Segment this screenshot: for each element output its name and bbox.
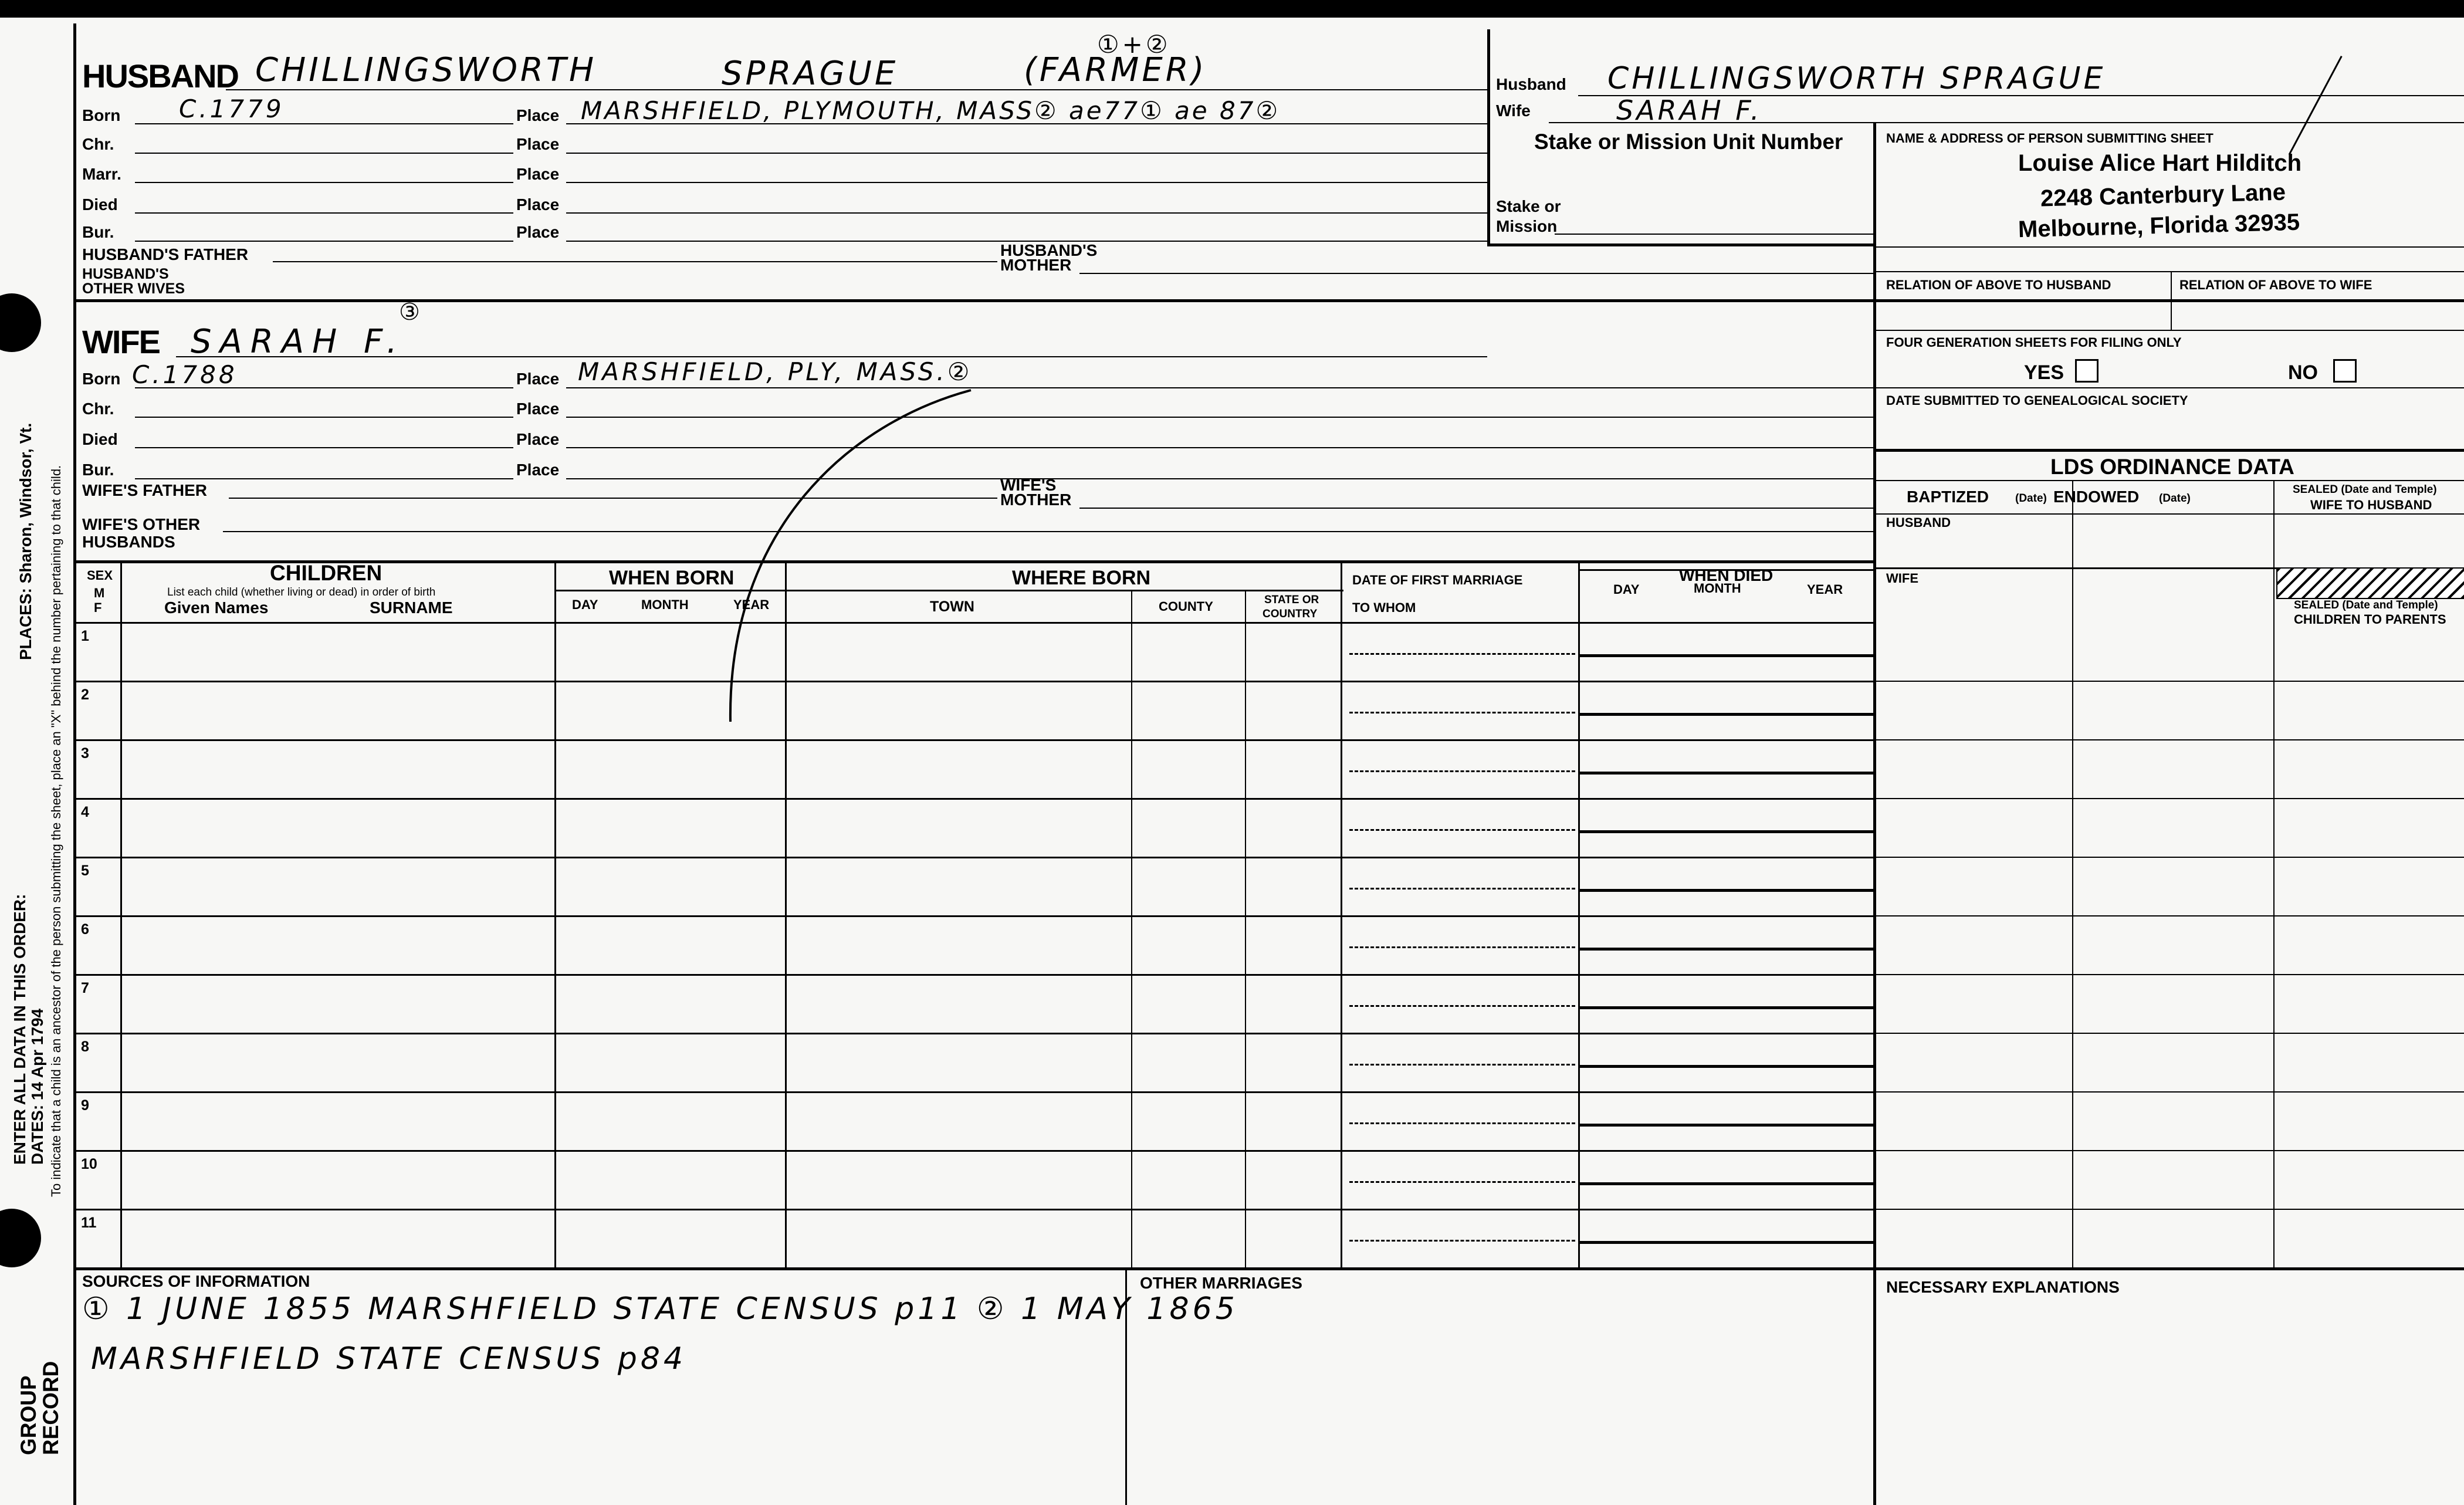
husband-marr-label: Marr. [82,165,121,183]
sealed-wife-label-2: WIFE TO HUSBAND [2310,498,2432,512]
child-row-number: 5 [81,863,89,879]
husband-marr-place-label: Place [516,165,560,183]
husband-born-label: Born [82,106,121,124]
state-header-2: COUNTRY [1263,608,1318,620]
sources-line-1[interactable]: ① 1 JUNE 1855 MARSHFIELD STATE CENSUS p11 ② 1 MAY 1865 [82,1291,1238,1327]
wife-born-label: Born [82,370,121,388]
month-header: MONTH [641,597,689,612]
submitter-street[interactable]: 2248 Canterbury Lane [2040,179,2286,212]
wife-bur-place-label: Place [516,461,560,479]
died-year-header: YEAR [1807,582,1843,597]
margin-indicate-text: To indicate that a child is an ancestor of the person submitting the sheet, place an "X" behind the number pertaining to that child. [49,465,63,1197]
husband-mother-label-2: MOTHER [1000,256,1072,274]
town-header: TOWN [930,598,974,615]
husband-born-place-value[interactable]: MARSHFIELD, PLYMOUTH, MASS② ae77① ae 87② [581,96,1281,125]
child-row-number: 7 [81,980,89,996]
surname-header: SURNAME [370,598,453,617]
child-row-number: 6 [81,921,89,938]
wife-heading: WIFE [82,323,160,360]
submitter-city[interactable]: Melbourne, Florida 32935 [2018,209,2300,243]
when-died-header: WHEN DIED [1679,566,1773,584]
header-husband-value[interactable]: CHILLINGSWORTH SPRAGUE [1607,61,2106,96]
submitter-name[interactable]: Louise Alice Hart Hilditch [2018,150,2302,176]
lds-husband-label: HUSBAND [1886,515,1951,530]
four-generation-label: FOUR GENERATION SHEETS FOR FILING ONLY [1886,335,2182,350]
header-wife-value[interactable]: SARAH F. [1616,94,1762,126]
sources-label: SOURCES OF INFORMATION [82,1272,310,1290]
header-husband-label: Husband [1496,75,1566,93]
children-subheader: List each child (whether living or dead) in order of birth [167,586,436,598]
child-row-number: 2 [81,686,89,703]
child-row-number: 11 [81,1215,97,1231]
husband-occupation[interactable]: (FARMER) [1024,51,1207,89]
wife-born-place-value[interactable]: MARSHFIELD, PLY, MASS.② [578,357,973,386]
necessary-explanations-label: NECESSARY EXPLANATIONS [1886,1278,2120,1296]
margin-enter-all-text: ENTER ALL DATA IN THIS ORDER: [11,894,29,1165]
yes-label: YES [2024,361,2064,384]
margin-places-text: PLACES: Sharon, Windsor, Vt. [16,422,35,660]
date-submitted-label: DATE SUBMITTED TO GENEALOGICAL SOCIETY [1886,393,2188,408]
margin-record-text: RECORD [39,1361,63,1455]
header-wife-label: Wife [1496,102,1531,120]
husband-other-wives-label-1: HUSBAND'S [82,266,169,282]
wife-source-mark[interactable]: ③ [399,299,423,326]
sex-header: SEX [87,568,113,583]
child-row-number: 4 [81,804,89,820]
wife-mother-label-2: MOTHER [1000,491,1072,509]
husband-born-value[interactable]: C.1779 [179,94,285,123]
husband-chr-label: Chr. [82,135,114,153]
other-marriages-label: OTHER MARRIAGES [1140,1274,1302,1292]
died-month-header: MONTH [1694,581,1741,596]
wife-bur-label: Bur. [82,461,114,479]
margin-dates-text: DATES: 14 Apr 1794 [28,1008,46,1165]
given-names-header: Given Names [164,598,269,617]
day-header: DAY [572,597,598,612]
sealed-children-label-1: SEALED (Date and Temple) [2294,599,2438,611]
lds-title: LDS ORDINANCE DATA [2050,455,2294,479]
husband-father-label: HUSBAND'S FATHER [82,245,249,263]
lds-wife-label: WIFE [1886,571,1918,586]
wife-died-label: Died [82,430,118,448]
sex-m-header: M [94,586,105,600]
baptized-date-label: (Date) [2015,492,2047,505]
husband-chr-place-label: Place [516,135,560,153]
sealed-children-label-2: CHILDREN TO PARENTS [2294,612,2446,627]
year-header: YEAR [733,597,770,612]
wife-father-label: WIFE'S FATHER [82,481,208,499]
baptized-label: BAPTIZED [1907,488,1989,506]
children-header: CHILDREN [270,561,383,585]
sex-f-header: F [94,600,102,615]
wife-name[interactable]: SARAH F. [191,323,405,361]
child-row-number: 1 [81,628,89,644]
husband-died-label: Died [82,195,118,214]
wife-chr-place-label: Place [516,400,560,418]
relation-husband-label: RELATION OF ABOVE TO HUSBAND [1886,278,2111,292]
stake-unit-number-label: Stake or Mission Unit Number [1534,130,1843,154]
endowed-date-label: (Date) [2159,492,2191,505]
relation-wife-label: RELATION OF ABOVE TO WIFE [2179,278,2372,292]
endowed-label: ENDOWED [2053,488,2140,506]
husband-born-place-label: Place [516,106,560,124]
child-row-number: 3 [81,745,89,762]
sealed-wife-label-1: SEALED (Date and Temple) [2293,483,2437,496]
margin-group-text: GROUP [16,1375,40,1455]
to-whom-header: TO WHOM [1352,600,1416,615]
where-born-header: WHERE BORN [1012,567,1151,589]
husband-other-wives-label-2: OTHER WIVES [82,280,185,297]
when-born-header: WHEN BORN [609,567,735,589]
child-row-number: 8 [81,1039,89,1055]
husband-surname[interactable]: SPRAGUE [722,55,899,93]
husband-source-note[interactable]: ①+② [1097,30,1171,59]
wife-mother-label-1: WIFE'S [1000,476,1057,494]
sources-line-2[interactable]: MARSHFIELD STATE CENSUS p84 [91,1341,687,1377]
no-label: NO [2288,361,2318,384]
husband-mother-label-1: HUSBAND'S [1000,241,1098,259]
wife-died-place-label: Place [516,430,560,448]
died-day-header: DAY [1613,582,1640,597]
husband-bur-label: Bur. [82,223,114,241]
husband-died-place-label: Place [516,195,560,214]
wife-born-place-label: Place [516,370,560,388]
husband-heading: HUSBAND [82,58,238,94]
husband-bur-place-label: Place [516,223,560,241]
stake-label-2: Mission [1496,217,1558,235]
child-row-number: 10 [81,1156,97,1172]
submitter-label: NAME & ADDRESS OF PERSON SUBMITTING SHEET [1886,131,2213,146]
stake-label-1: Stake or [1496,197,1561,215]
county-header: COUNTY [1159,599,1213,614]
wife-born-value[interactable]: C.1788 [132,360,238,389]
child-row-number: 9 [81,1097,89,1114]
wife-other-husbands-label-2: HUSBANDS [82,533,175,551]
wife-chr-label: Chr. [82,400,114,418]
husband-given-name[interactable]: CHILLINGSWORTH [255,51,597,89]
state-header-1: STATE OR [1264,594,1319,606]
first-marriage-header: DATE OF FIRST MARRIAGE [1352,573,1523,587]
wife-other-husbands-label-1: WIFE'S OTHER [82,515,201,533]
